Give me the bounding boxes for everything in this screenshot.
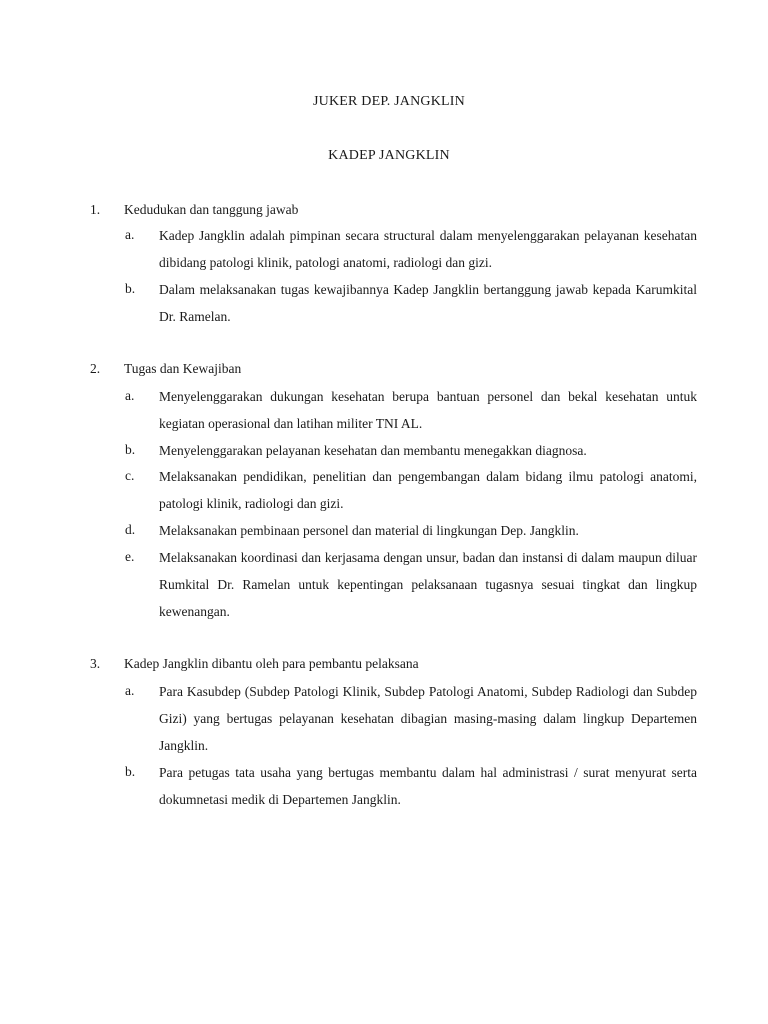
section-heading: Kadep Jangklin dibantu oleh para pembantu pelaksana [124, 656, 419, 671]
item-letter: e. [125, 549, 135, 564]
item-text: Menyelenggarakan dukungan kesehatan berupa bantuan personel dan bekal kesehatan untuk kegiatan operasional dan latihan militer TNI AL. [159, 389, 697, 431]
item-letter: a. [125, 683, 135, 698]
item-text: Melaksanakan pendidikan, penelitian dan pengembangan dalam bidang ilmu patologi anatomi, patologi klinik, radiologi dan gizi. [159, 469, 697, 511]
item-letter: d. [125, 522, 136, 537]
item-letter: b. [125, 442, 136, 457]
section-heading: Tugas dan Kewajiban [124, 361, 242, 376]
item-letter: a. [125, 227, 135, 242]
item-text: Kadep Jangklin adalah pimpinan secara structural dalam menyelenggarakan pelayanan kesehatan dibidang patologi klinik, patologi anatomi, radiologi dan gizi. [159, 228, 697, 270]
item-letter: b. [125, 281, 136, 296]
item-text: Melaksanakan koordinasi dan kerjasama dengan unsur, badan dan instansi di dalam maupun diluar Rumkital Dr. Ramelan untuk kepentingan pelaksanaan tugasnya sesuai tingkat dan lingkup kewenangan. [159, 550, 697, 619]
item-letter: c. [125, 468, 135, 483]
item-text: Dalam melaksanakan tugas kewajibannya Kadep Jangklin bertanggung jawab kepada Karumkital Dr. Ramelan. [159, 282, 697, 324]
document-subtitle: KADEP JANGKLIN [328, 148, 450, 163]
document-title: JUKER DEP. JANGKLIN [313, 94, 465, 109]
item-text: Para petugas tata usaha yang bertugas membantu dalam hal administrasi / surat menyurat serta dokumnetasi medik di Departemen Jangklin. [159, 765, 697, 807]
item-text: Menyelenggarakan pelayanan kesehatan dan membantu menegakkan diagnosa. [159, 443, 587, 458]
section-number: 2. [90, 361, 101, 376]
item-letter: a. [125, 388, 135, 403]
item-text: Para Kasubdep (Subdep Patologi Klinik, Subdep Patologi Anatomi, Subdep Radiologi dan Subdep Gizi) yang bertugas pelayanan kesehatan dibagian masing-masing dalam lingkup Departemen Jangklin. [159, 684, 697, 753]
section-number: 3. [90, 656, 101, 671]
item-letter: b. [125, 764, 136, 779]
item-text: Melaksanakan pembinaan personel dan material di lingkungan Dep. Jangklin. [159, 523, 579, 538]
section-number: 1. [90, 202, 101, 217]
section-heading: Kedudukan dan tanggung jawab [124, 202, 299, 217]
